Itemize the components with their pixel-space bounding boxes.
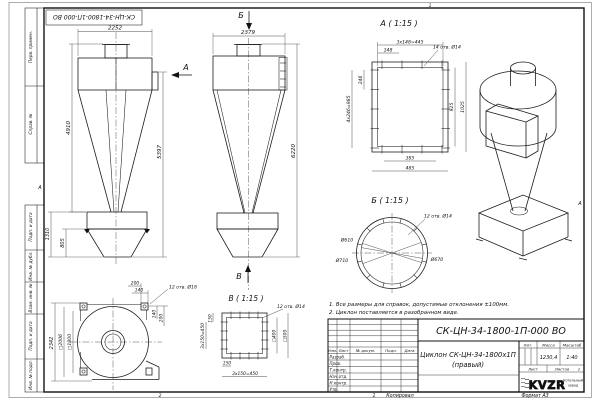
tb-role-utv: Утв.: [329, 387, 338, 393]
dim-width-outer: 485: [405, 166, 415, 172]
dim-d-bolt: Ø670: [430, 258, 444, 263]
margin-col-label: Перв. примен.: [29, 30, 34, 64]
tb-role-prov: Пров.: [329, 361, 342, 367]
tb-scale-value: 1:40: [566, 355, 578, 361]
dim-height-total: 5397: [157, 145, 163, 159]
dim-d-outer: Ø710: [335, 259, 349, 264]
view-letter-a: А: [183, 63, 189, 72]
designation-stamp-text: СК-ЦН-34-1800-1П-000 ВО: [53, 12, 135, 20]
tb-product-name: Циклон СК-ЦН-34-1800х1П: [420, 351, 516, 359]
dim-off-right2: 200: [159, 313, 165, 323]
dim-off-top2: 140: [134, 288, 144, 294]
note-line-2: 2. Циклон поставляется в разобранном виде.: [329, 310, 459, 316]
dim-d-inner: Ø610: [340, 238, 354, 244]
margin-col-label: Подп. и дата: [29, 321, 34, 351]
dim-holes: 12 отв. Ø14: [424, 214, 452, 220]
tb-role-nkontr: Н.контр.: [329, 380, 348, 386]
tb-sheets-value: 1: [577, 366, 581, 372]
dim-holes: 14 отв. Ø14: [433, 45, 461, 51]
tb-product-variant: (правый): [451, 361, 485, 369]
dim-off-top1: 200: [130, 281, 140, 287]
tb-scale-label: Масштаб: [562, 342, 582, 348]
tb-designation: СК-ЦН-34-1800-1П-000 ВО: [436, 326, 566, 337]
tb-col-dokum: № докум.: [355, 348, 376, 353]
dim-height-inner: 925: [450, 102, 455, 112]
tb-col-data: Дата: [404, 348, 415, 353]
dim-square-inner: □400: [272, 329, 278, 343]
margin-col-label: Инв. № дубл.: [29, 251, 34, 281]
note-line-1: 1. Все размеры для справок, допустимые отклонения ±100мм.: [329, 302, 510, 308]
margin-col-label: Инв. № подл.: [29, 360, 34, 390]
tb-lit-label: Лит.: [523, 342, 533, 348]
tb-mass-label: Масса: [542, 342, 555, 348]
view-letter-v: В: [236, 272, 242, 281]
dim-step-side: 150: [208, 314, 214, 323]
dim-step-top: 148: [383, 48, 393, 54]
dim-off-right1: 140: [152, 309, 158, 319]
tb-col-izm: Изм.: [327, 348, 338, 353]
detail-b-title: Б ( 1:15 ): [371, 196, 409, 205]
dim-square-outer: □500: [283, 329, 289, 343]
dim-height-total: 6220: [291, 144, 297, 158]
footer-copied-label: Копировал: [386, 394, 414, 399]
tb-col-list: Лист: [338, 348, 349, 353]
zone-row-right: А: [578, 201, 582, 207]
dim-hopper-height: 805: [60, 238, 66, 248]
dim-holes: 12 отв. Ø18: [169, 285, 197, 291]
dim-bunker-height: 1310: [45, 227, 51, 241]
tb-role-razrab: Разраб.: [329, 354, 346, 360]
margin-col-label: Взам. инв. №: [29, 283, 34, 313]
sheet-frame: [9, 3, 592, 398]
dim-step-side: 246: [359, 75, 364, 85]
dim-width: 2252: [108, 25, 122, 32]
zone-row-left: А: [38, 185, 42, 191]
tb-logo-text: KVZR: [528, 378, 566, 392]
zone-col-top: 1: [428, 4, 432, 9]
footer-format-label: Формат А3: [521, 394, 549, 399]
tb-company-line1: Котельный: [563, 378, 583, 383]
detail-v-title: В ( 1:15 ): [228, 294, 264, 303]
dim-pitch-bottom: 3x150=450: [232, 372, 258, 377]
dim-height-cone: 4910: [66, 121, 72, 135]
dim-pitch-top: 3x148=445: [396, 40, 424, 46]
footer-sheet-no: 1: [372, 394, 376, 399]
dim-pitch-side: 4x246=985: [347, 95, 352, 123]
dim-width-inner: 385: [405, 156, 415, 162]
tb-role-nachotd: Нач.отд.: [329, 374, 348, 380]
dim-step-bottom: 150: [222, 361, 232, 367]
dim-holes: 12 отв. Ø14: [277, 305, 305, 310]
tb-company-line2: завод: [567, 383, 579, 388]
margin-col-label: Справ. №: [29, 113, 34, 135]
margin-col-label: Подп. и дата: [29, 212, 34, 242]
tb-sheet-label: Лист: [528, 366, 538, 372]
dim-square-outer: □2006: [59, 333, 64, 351]
dim-pitch-side: 3x150=450: [201, 323, 206, 349]
zone-col-bottom: 2: [158, 394, 162, 399]
dim-square-inner: □1800: [68, 333, 73, 351]
dim-height-outer: 1025: [461, 101, 466, 113]
view-letter-b: Б: [238, 11, 244, 20]
dim-width: 2379: [241, 30, 255, 36]
tb-mass-value: 1230,4: [539, 355, 558, 361]
tb-sheets-label: Листов: [554, 366, 570, 372]
detail-a-title: А ( 1:15 ): [380, 19, 418, 28]
tb-col-podp: Подп.: [385, 348, 397, 353]
dim-overall: 2342: [49, 336, 55, 350]
tb-role-tkontr: Т.контр.: [329, 367, 347, 373]
